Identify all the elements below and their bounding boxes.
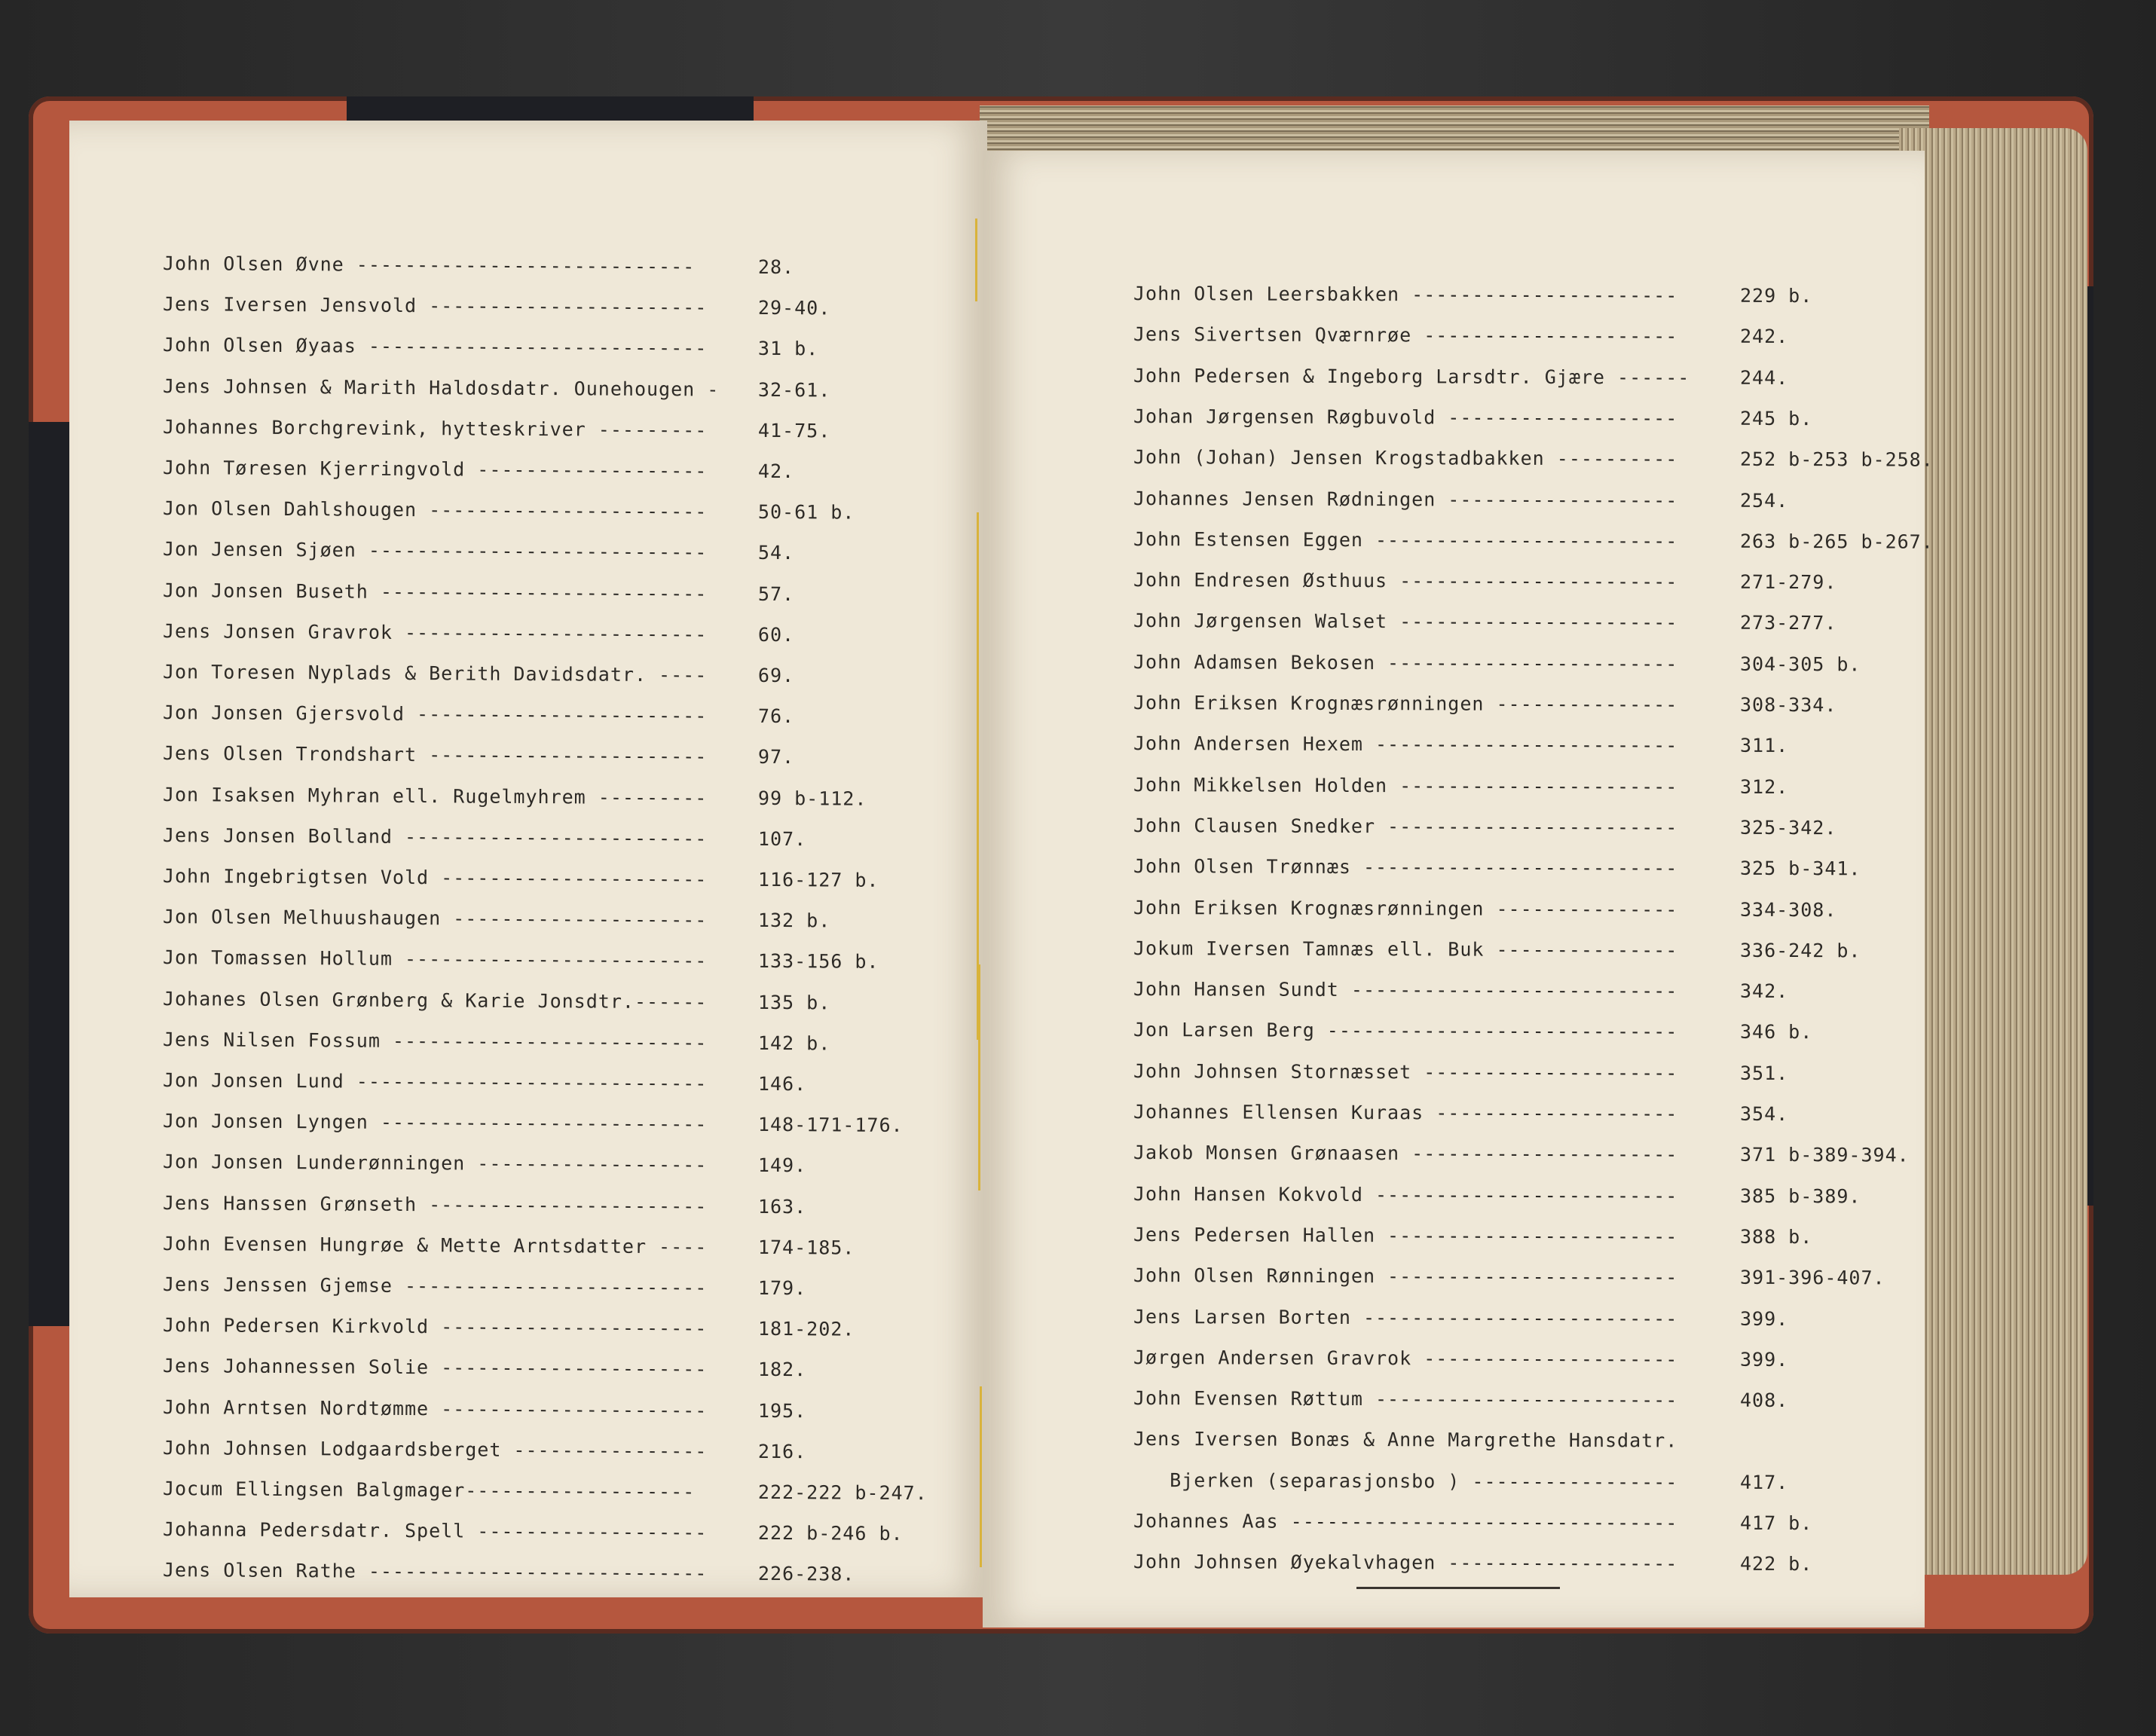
entry-page-ref: 371 b-389-394.	[1739, 1144, 1910, 1166]
entry-page-ref: 399.	[1739, 1348, 1789, 1371]
entry-page-ref: 242.	[1739, 326, 1789, 348]
entry-name: John Johnsen Øyekalvhagen -------------------	[1133, 1551, 1678, 1575]
entry-page-ref: 226-238.	[757, 1563, 855, 1586]
entry-page-ref: 116-127 b.	[757, 868, 879, 891]
entry-name: Jon Toresen Nyplads & Berith Davidsdatr. ----	[162, 661, 708, 686]
entry-name: Johannes Ellensen Kuraas --------------------	[1133, 1101, 1678, 1125]
entry-name: Jon Tomassen Hollum -------------------------	[162, 946, 708, 972]
entry-name: Jon Jonsen Gjersvold ------------------------	[162, 701, 708, 727]
entry-page-ref: 148-171-176.	[757, 1114, 904, 1137]
index-entry	[1133, 610, 1837, 634]
entry-page-ref: 32-61.	[757, 378, 831, 402]
index-entry	[1133, 527, 1934, 553]
entry-name: Jon Jonsen Lyngen ---------------------------	[162, 1110, 708, 1135]
entry-name: John Tøresen Kjerringvold -------------------	[162, 457, 708, 482]
entry-name: John Eriksen Krognæsrønningen ---------------	[1133, 896, 1678, 921]
entry-page-ref: 135 b.	[757, 991, 831, 1014]
index-entry	[162, 1069, 807, 1096]
index-entry	[1133, 1059, 1789, 1085]
entry-page-ref: 222-222 b-247.	[757, 1481, 928, 1505]
entry-name: Jon Jonsen Lunderønningen -------------------	[162, 1151, 708, 1176]
entry-page-ref: 174-185.	[757, 1236, 855, 1259]
index-entry	[1133, 1551, 1813, 1576]
entry-name: Jokum Iversen Tamnæs ell. Buk ---------------	[1133, 937, 1678, 961]
index-entry	[162, 987, 831, 1014]
entry-page-ref: 195.	[757, 1399, 807, 1422]
entry-page-ref: 54.	[757, 542, 795, 564]
entry-name: John Olsen Rønningen ------------------------	[1133, 1264, 1678, 1288]
entry-name: Johan Jørgensen Røgbuvold -------------------	[1133, 405, 1678, 429]
binding-thread	[975, 219, 977, 301]
entry-name: Jens Olsen Trondshart -----------------------	[162, 742, 708, 768]
index-entry	[162, 1028, 831, 1055]
entry-name: John Pedersen & Ingeborg Larsdtr. Gjære ------	[1133, 364, 1690, 389]
entry-name: John Johnsen Lodgaardsberget ----------------	[162, 1436, 708, 1462]
entry-name: John Arntsen Nordtømme ----------------------	[162, 1395, 708, 1422]
entry-page-ref: 325 b-341.	[1739, 857, 1861, 880]
entry-page-ref: 60.	[757, 623, 795, 646]
index-entry	[162, 1436, 807, 1463]
index-entry	[1133, 569, 1837, 594]
entry-page-ref: 216.	[757, 1440, 807, 1463]
entry-page-ref: 304-305 b.	[1739, 653, 1861, 676]
cover-cloth-left	[29, 422, 74, 1326]
index-entry	[162, 661, 795, 687]
index-entry	[162, 1559, 855, 1586]
entry-page-ref: 50-61 b.	[757, 501, 855, 524]
index-entry	[1133, 1387, 1789, 1412]
entry-page-ref: 146.	[757, 1072, 807, 1096]
index-entry	[1133, 1182, 1861, 1208]
page-block-fore-edge	[1899, 128, 2087, 1575]
index-entry	[162, 1314, 855, 1340]
binding-thread	[977, 512, 979, 1040]
entry-page-ref: 312.	[1739, 775, 1789, 798]
index-entry	[162, 497, 855, 524]
index-entry	[1133, 896, 1837, 921]
index-entry	[162, 457, 795, 483]
entry-page-ref: 182.	[757, 1359, 807, 1381]
index-entry	[162, 334, 819, 360]
entry-name: Jon Jensen Sjøen ----------------------------	[162, 538, 708, 564]
entry-name: Jens Pedersen Hallen ------------------------	[1133, 1223, 1678, 1248]
entry-name: John Pedersen Kirkvold ----------------------	[162, 1314, 708, 1340]
entry-name: John Olsen Øyaas ----------------------------	[162, 334, 708, 359]
entry-page-ref: 57.	[757, 582, 795, 605]
entry-name: John Adamsen Bekosen ------------------------	[1133, 650, 1678, 675]
entry-page-ref: 133-156 b.	[757, 950, 879, 973]
index-entry	[1133, 364, 1789, 390]
binding-thread	[978, 964, 980, 1190]
index-entry	[162, 1478, 928, 1505]
index-entry	[1133, 855, 1861, 880]
entry-page-ref: 41-75.	[757, 419, 831, 442]
entry-name: Bjerken (separasjonsbo ) -----------------	[1133, 1469, 1678, 1493]
index-entry	[162, 783, 867, 810]
index-entry	[162, 415, 831, 442]
entry-name: John Johnsen Stornæsset ---------------------	[1133, 1059, 1678, 1084]
index-entry	[1133, 773, 1789, 799]
index-entry	[162, 1151, 807, 1177]
entry-name: John Olsen Øvne ----------------------------	[162, 252, 696, 278]
index-entry	[162, 538, 795, 564]
entry-name: Jens Jenssen Gjemse -------------------------	[162, 1273, 708, 1299]
entry-page-ref: 408.	[1739, 1389, 1789, 1412]
entry-page-ref: 229 b.	[1739, 284, 1813, 307]
entry-page-ref: 163.	[757, 1195, 807, 1218]
entry-page-ref: 222 b-246 b.	[757, 1522, 904, 1545]
entry-page-ref: 181-202.	[757, 1318, 855, 1340]
index-entry	[1133, 1142, 1910, 1166]
entry-name: John Jørgensen Walset -----------------------	[1133, 610, 1678, 634]
entry-page-ref: 334-308.	[1739, 898, 1837, 921]
binding-thread	[980, 1386, 982, 1567]
entry-page-ref: 252 b-253 b-258.	[1739, 448, 1934, 471]
entry-name: John Evensen Røttum -------------------------	[1133, 1387, 1678, 1411]
entry-page-ref: 391-396-407.	[1739, 1266, 1885, 1289]
index-entry	[162, 1355, 807, 1381]
index-entry	[1133, 732, 1789, 757]
entry-name: Jens Nilsen Fossum --------------------------	[162, 1028, 708, 1054]
entry-page-ref: 336-242 b.	[1739, 939, 1861, 962]
entry-name: John Olsen Trønnæs --------------------------	[1133, 855, 1678, 879]
entry-name: John Mikkelsen Holden -----------------------	[1133, 773, 1678, 798]
entry-page-ref: 142 b.	[757, 1032, 831, 1055]
right-page	[983, 151, 1934, 1628]
entry-name: Jon Larsen Berg -----------------------------	[1133, 1019, 1678, 1043]
entry-name: John (Johan) Jensen Krogstadbakken ----------	[1133, 446, 1678, 470]
entry-name: John Andersen Hexem -------------------------	[1133, 732, 1678, 756]
entry-page-ref: 179.	[757, 1276, 807, 1300]
index-entry	[162, 619, 795, 646]
entry-name: John Ingebrigtsen Vold ----------------------	[162, 865, 708, 891]
index-entry	[162, 865, 879, 891]
entry-page-ref: 417.	[1739, 1471, 1789, 1493]
index-entry	[1133, 487, 1789, 512]
index-entry	[1133, 937, 1861, 962]
entry-page-ref: 271-279.	[1739, 570, 1837, 594]
entry-name: Jens Larsen Borten --------------------------	[1133, 1305, 1678, 1330]
entry-page-ref: 254.	[1739, 489, 1789, 512]
entry-name: Jens Sivertsen Qværnrøe ---------------------	[1133, 323, 1678, 347]
entry-name: Jocum Ellingsen Balgmager-------------------	[162, 1478, 696, 1503]
entry-page-ref: 132 b.	[757, 909, 831, 932]
index-entry	[1133, 405, 1813, 430]
index-entry	[1133, 1305, 1789, 1331]
entry-page-ref: 244.	[1739, 366, 1789, 389]
entry-page-ref: 385 b-389.	[1739, 1184, 1861, 1207]
entry-page-ref: 346 b.	[1739, 1021, 1813, 1044]
entry-name: Jens Iversen Jensvold -----------------------	[162, 293, 708, 319]
entry-name: John Hansen Sundt ---------------------------	[1133, 978, 1678, 1002]
entry-page-ref: 29-40.	[757, 297, 831, 319]
entry-name: Johanes Olsen Grønberg & Karie Jonsdtr.------	[162, 987, 708, 1013]
index-entry	[1133, 1264, 1885, 1289]
entry-page-ref: 422 b.	[1739, 1553, 1813, 1576]
index-entry	[162, 374, 831, 402]
entry-page-ref: 308-334.	[1739, 693, 1837, 717]
index-entry	[162, 1273, 807, 1300]
entry-page-ref: 245 b.	[1739, 407, 1813, 430]
index-entry	[1133, 814, 1837, 839]
entry-name: Jens Johnsen & Marith Haldosdatr. Ounehougen -	[162, 374, 720, 401]
entry-name: Jens Jonsen Gravrok -------------------------	[162, 619, 708, 646]
entry-name: Jon Olsen Melhuushaugen ---------------------	[162, 906, 708, 931]
entry-name: Jens Jonsen Bolland -------------------------	[162, 824, 708, 850]
index-entry	[162, 1191, 807, 1218]
entry-name: Jens Olsen Rathe ----------------------------	[162, 1559, 708, 1585]
entry-page-ref: 97.	[757, 746, 795, 769]
entry-page-ref: 342.	[1739, 980, 1789, 1003]
entry-name: Jens Johannessen Solie ----------------------	[162, 1355, 708, 1380]
index-entry	[1133, 1019, 1813, 1044]
entry-name: Johanna Pedersdatr. Spell -------------------	[162, 1518, 708, 1544]
entry-page-ref: 149.	[757, 1154, 807, 1177]
index-entry	[1133, 692, 1837, 717]
entry-page-ref: 388 b.	[1739, 1225, 1813, 1249]
entry-name: Johannes Aas --------------------------------	[1133, 1510, 1678, 1534]
index-entry	[1133, 1428, 1677, 1453]
entry-page-ref: 354.	[1739, 1102, 1789, 1126]
entry-page-ref: 28.	[757, 255, 795, 279]
index-entry	[162, 906, 831, 932]
index-entry	[162, 1518, 904, 1545]
entry-name: Jakob Monsen Grønaasen ----------------------	[1133, 1142, 1678, 1166]
index-entry	[162, 946, 879, 973]
entry-name: John Clausen Snedker ------------------------	[1133, 814, 1678, 839]
entry-name: Jørgen Andersen Gravrok ---------------------	[1133, 1346, 1678, 1371]
entry-name: Jens Iversen Bonæs & Anne Margrethe Hansdatr.	[1133, 1428, 1678, 1452]
entry-name: John Evensen Hungrøe & Mette Arntsdatter ----	[162, 1232, 708, 1258]
entry-page-ref: 417 b.	[1739, 1511, 1813, 1535]
entry-name: Jon Olsen Dahlshougen -----------------------	[162, 497, 708, 523]
entry-page-ref: 76.	[757, 705, 795, 728]
entry-name: Jens Hanssen Grønseth -----------------------	[162, 1191, 708, 1218]
index-entry	[1133, 1346, 1789, 1371]
index-entry	[162, 252, 795, 279]
index-entry	[162, 701, 795, 728]
index-entry	[1133, 323, 1789, 348]
index-entry	[1133, 978, 1789, 1003]
index-entry	[162, 293, 831, 319]
entry-page-ref: 273-277.	[1739, 612, 1837, 634]
index-entry	[162, 1232, 855, 1259]
entry-page-ref: 42.	[757, 460, 795, 483]
index-entry	[1133, 1101, 1789, 1126]
entry-name: Jon Jonsen Buseth ---------------------------	[162, 579, 708, 605]
entry-page-ref: 99 b-112.	[757, 787, 867, 810]
entry-page-ref: 351.	[1739, 1062, 1789, 1084]
index-entry	[1133, 1510, 1813, 1535]
entry-page-ref: 69.	[757, 664, 795, 687]
entry-name: Jon Jonsen Lund -----------------------------	[162, 1069, 708, 1095]
entry-page-ref: 325-342.	[1739, 816, 1837, 839]
entry-name: John Hansen Kokvold -------------------------	[1133, 1182, 1678, 1207]
index-entry	[1133, 1469, 1789, 1494]
entry-page-ref: 107.	[757, 827, 807, 851]
entry-page-ref: 311.	[1739, 735, 1789, 757]
index-entry	[162, 1110, 904, 1137]
index-entry	[162, 742, 795, 769]
entry-name: John Endresen Østhuus -----------------------	[1133, 569, 1678, 593]
entry-name: Johannes Jensen Rødningen -------------------	[1133, 487, 1678, 512]
entry-name: John Estensen Eggen -------------------------	[1133, 527, 1678, 552]
index-entry	[162, 579, 795, 605]
index-entry	[1133, 1223, 1813, 1249]
index-entry	[1133, 446, 1934, 471]
entry-name: Jon Isaksen Myhran ell. Rugelmyhrem ---------	[162, 783, 708, 809]
entry-name: John Eriksen Krognæsrønningen ---------------	[1133, 692, 1678, 716]
left-page	[69, 121, 987, 1597]
index-entry	[162, 824, 807, 851]
index-entry	[1133, 283, 1813, 307]
end-rule	[1356, 1587, 1560, 1589]
entry-page-ref: 263 b-265 b-267.	[1739, 530, 1934, 553]
entry-page-ref: 399.	[1739, 1307, 1789, 1330]
index-entry	[1133, 650, 1861, 676]
index-entry	[162, 1395, 807, 1422]
entry-page-ref: 31 b.	[757, 338, 819, 360]
entry-name: Johannes Borchgrevink, hytteskriver ---------	[162, 415, 708, 442]
entry-name: John Olsen Leersbakken ----------------------	[1133, 283, 1678, 307]
